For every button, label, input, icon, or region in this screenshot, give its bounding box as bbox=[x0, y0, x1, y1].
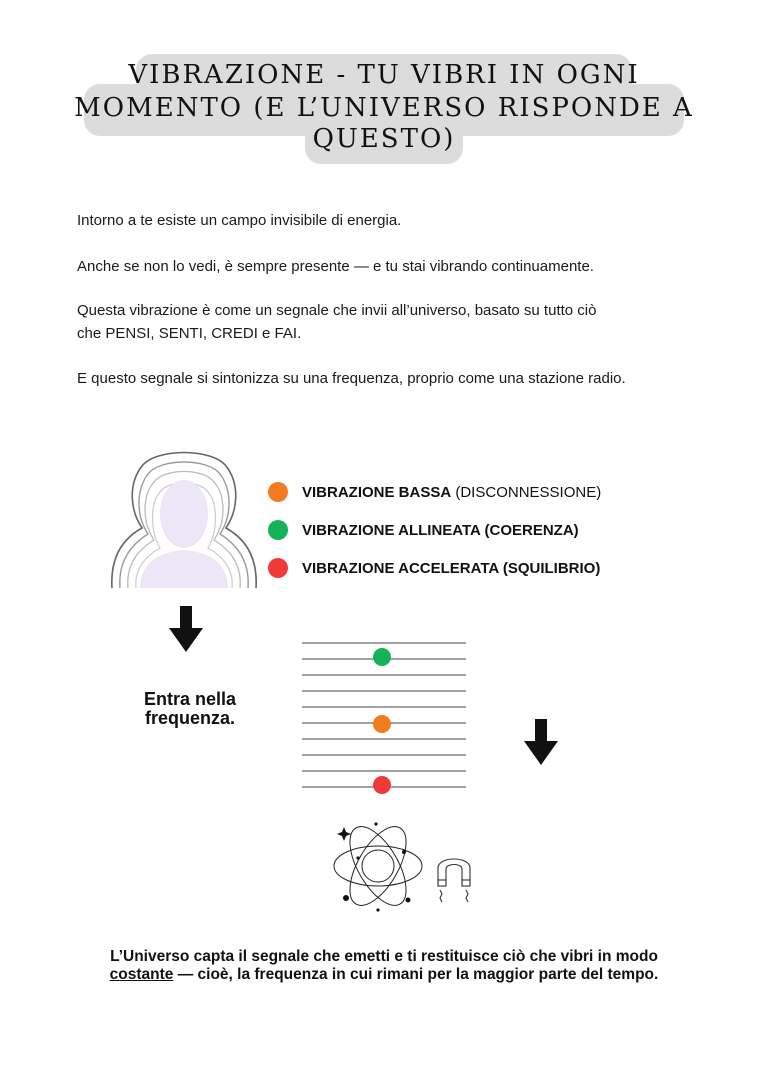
magnet-icon bbox=[432, 850, 476, 904]
legend-low-bold: VIBRAZIONE BASSA bbox=[302, 483, 452, 501]
bottom-line-2 bbox=[60, 966, 708, 984]
green-frequency-dot bbox=[373, 648, 391, 666]
legend-low-rest: (DISCONNESSIONE) bbox=[451, 483, 602, 501]
arrow-down-icon-right bbox=[524, 719, 558, 765]
bottom-statement bbox=[60, 948, 708, 984]
orange-frequency-dot bbox=[373, 715, 391, 733]
legend-accelerated-bold: VIBRAZIONE ACCELERATA (SQUILIBRIO) bbox=[302, 559, 601, 577]
bottom-line-1: L’Universo capta il segnale che emetti e ti restituisce ciò che vibri in modo bbox=[110, 948, 658, 965]
legend-item-accelerated bbox=[268, 556, 600, 580]
legend-item-aligned bbox=[268, 518, 579, 542]
bottom-line-2-rest: — cioè, la frequenza in cui rimani per la maggior parte del tempo. bbox=[173, 966, 659, 983]
red-dot-icon bbox=[268, 558, 288, 578]
side-label-line-1: Entra nella bbox=[143, 689, 237, 709]
title-block bbox=[0, 0, 768, 180]
side-label-line-2: frequenza. bbox=[144, 708, 236, 728]
paragraph-1: Intorno a te esiste un campo invisibile di energia. bbox=[77, 212, 402, 229]
red-frequency-dot bbox=[373, 776, 391, 794]
title-line-1: VIBRAZIONE - TU VIBRI IN OGNI bbox=[128, 60, 640, 90]
paragraph-3b: che PENSI, SENTI, CREDI e FAI. bbox=[77, 325, 302, 342]
frequency-staff bbox=[300, 640, 468, 796]
title-line-2: MOMENTO (E L’UNIVERSO RISPONDE A bbox=[74, 93, 694, 123]
arrow-down-icon bbox=[169, 606, 203, 652]
orbit-atom-icon bbox=[328, 818, 428, 914]
orange-dot-icon bbox=[268, 482, 288, 502]
title-line-3: QUESTO) bbox=[312, 124, 456, 154]
paragraph-2: Anche se non lo vedi, è sempre presente — e tu stai vibrando continuamente. bbox=[77, 258, 594, 275]
person-aura-icon bbox=[106, 446, 262, 594]
green-dot-icon bbox=[268, 520, 288, 540]
legend-item-low bbox=[268, 480, 601, 504]
legend-aligned-bold: VIBRAZIONE ALLINEATA (COERENZA) bbox=[302, 521, 579, 539]
paragraph-3a: Questa vibrazione è come un segnale che invii all’universo, basato su tutto ciò bbox=[77, 302, 597, 319]
paragraph-4: E questo segnale si sintonizza su una frequenza, proprio come una stazione radio. bbox=[77, 370, 626, 387]
bottom-underlined-word: costante bbox=[109, 966, 174, 983]
